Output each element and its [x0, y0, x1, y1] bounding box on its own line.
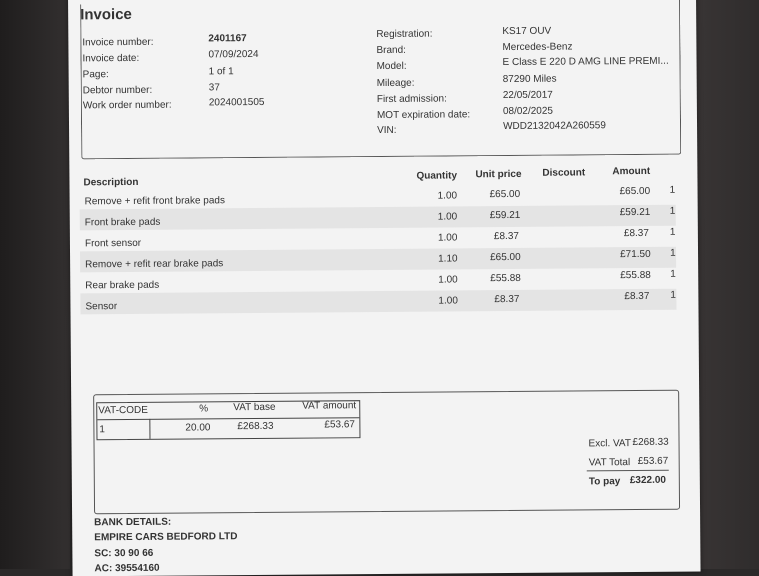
line-vat-code: 1	[670, 289, 676, 301]
excl-vat-label: Excl. VAT	[588, 438, 632, 450]
vat-header-code: VAT-CODE	[98, 404, 148, 417]
field-value-invoice-number: 2401167	[208, 33, 247, 45]
vat-row-amount: £53.67	[324, 419, 356, 431]
to-pay-label: To pay	[588, 476, 621, 488]
vat-row-percent: 20.00	[185, 422, 211, 434]
line-unit-price: £8.37	[493, 230, 519, 243]
field-label-work-order-number: Work order number:	[82, 99, 172, 112]
invoice-title: Invoice	[80, 5, 132, 24]
line-quantity: 1.00	[438, 295, 458, 307]
vat-row-base: £268.33	[237, 420, 274, 433]
vat-row-code: 1	[99, 424, 106, 436]
line-description: Front brake pads	[84, 216, 161, 229]
field-label-first-admission: First admission:	[376, 93, 447, 106]
line-unit-price: £8.37	[494, 293, 520, 306]
line-quantity: 1.00	[437, 190, 458, 202]
line-description: Remove + refit rear brake pads	[85, 258, 224, 271]
field-label-invoice-date: Invoice date:	[82, 52, 140, 65]
field-label-page: Page:	[82, 69, 109, 81]
col-header-description: Description	[83, 176, 139, 189]
vat-header-amount: VAT amount	[302, 400, 357, 412]
line-unit-price: £59.21	[489, 209, 521, 222]
vat-header-percent: %	[199, 403, 209, 415]
line-vat-code: 1	[669, 226, 676, 238]
line-vat-code: 1	[670, 247, 676, 259]
line-amount: £59.21	[619, 206, 651, 219]
field-value-brand: Mercedes-Benz	[502, 41, 573, 54]
excl-vat-value: £268.33	[632, 436, 669, 449]
field-value-work-order-number: 2024001505	[208, 96, 265, 109]
line-description: Remove + refit front brake pads	[84, 195, 226, 208]
line-description: Front sensor	[84, 237, 142, 250]
field-value-model: E Class E 220 D AMG LINE PREMI...	[502, 55, 669, 69]
field-value-invoice-date: 07/09/2024	[208, 48, 259, 61]
bank-name: EMPIRE CARS BEDFORD LTD	[94, 531, 238, 544]
field-label-mileage: Mileage:	[376, 77, 415, 90]
field-value-vin: WDD2132042A260559	[503, 120, 606, 133]
field-label-brand: Brand:	[376, 44, 406, 57]
bank-sort-code: SC: 30 90 66	[94, 547, 154, 560]
line-description: Sensor	[85, 301, 118, 313]
col-header-unit-price: Unit price	[475, 168, 522, 181]
col-header-discount: Discount	[542, 167, 586, 179]
background-left	[0, 0, 70, 569]
line-amount: £71.50	[620, 248, 651, 261]
vat-total-label: VAT Total	[588, 457, 631, 469]
bank-account-number: AC: 39554160	[94, 562, 160, 575]
field-value-mileage: 87290 Miles	[502, 73, 557, 86]
line-unit-price: £65.00	[489, 188, 521, 201]
row-shade	[80, 289, 676, 315]
line-quantity: 1.00	[438, 274, 458, 286]
col-header-amount: Amount	[612, 165, 651, 178]
col-header-quantity: Quantity	[416, 170, 458, 182]
field-value-first-admission: 22/05/2017	[502, 89, 553, 102]
line-amount: £55.88	[620, 269, 651, 282]
line-quantity: 1.00	[437, 211, 458, 223]
line-unit-price: £55.88	[490, 272, 521, 285]
line-amount: £8.37	[624, 290, 650, 303]
line-quantity: 1.10	[438, 253, 458, 265]
field-label-vin: VIN:	[377, 124, 397, 137]
line-unit-price: £65.00	[490, 251, 521, 264]
to-pay-value: £322.00	[629, 474, 667, 487]
invoice-paper	[68, 0, 701, 576]
field-label-debtor-number: Debtor number:	[82, 84, 153, 97]
field-value-page: 1 of 1	[208, 66, 234, 78]
line-description: Rear brake pads	[85, 279, 160, 292]
field-value-registration: KS17 OUV	[502, 25, 552, 38]
field-label-registration: Registration:	[376, 28, 433, 41]
vat-header-base: VAT base	[233, 401, 276, 414]
line-amount: £8.37	[623, 227, 649, 240]
row-shade	[80, 205, 676, 231]
line-vat-code: 1	[669, 184, 676, 196]
line-quantity: 1.00	[437, 232, 458, 244]
bank-details-heading: BANK DETAILS:	[94, 516, 172, 529]
field-label-mot-expiration: MOT expiration date:	[376, 109, 471, 122]
line-amount: £65.00	[619, 185, 651, 198]
line-vat-code: 1	[670, 268, 676, 280]
vat-total-value: £53.67	[637, 455, 669, 468]
field-value-mot-expiration: 08/02/2025	[502, 105, 554, 118]
field-label-model: Model:	[376, 60, 407, 73]
field-value-debtor-number: 37	[208, 82, 220, 94]
field-label-invoice-number: Invoice number:	[82, 36, 154, 49]
line-vat-code: 1	[669, 205, 676, 217]
